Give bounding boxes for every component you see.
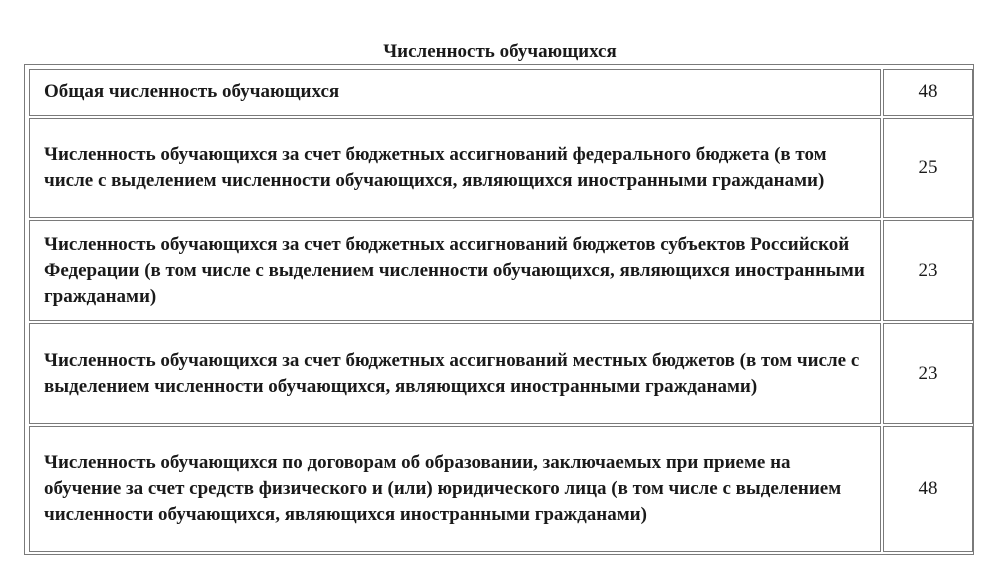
row-value: 23 xyxy=(883,220,973,321)
students-count-table xyxy=(24,64,974,555)
row-label: Численность обучающихся за счет бюджетных ассигнований федерального бюджета (в том числе с выделением численности обучающихся, являющихся иностранными гражданами) xyxy=(29,118,881,219)
row-value: 48 xyxy=(883,426,973,552)
table-row-federal-budget xyxy=(29,118,973,219)
table-row-local-budget xyxy=(29,323,973,424)
row-label: Общая численность обучающихся xyxy=(29,69,881,116)
students-count-grid xyxy=(27,67,975,554)
row-label: Численность обучающихся за счет бюджетных ассигнований местных бюджетов (в том числе с выделением численности обучающихся, являющихся иностранными гражданами) xyxy=(29,323,881,424)
row-label: Численность обучающихся по договорам об образовании, заключаемых при приеме на обучение за счет средств физического и (или) юридического лица (в том числе с выделением численности обучающихся, являющихся иностранными гражданами) xyxy=(29,426,881,552)
row-value: 23 xyxy=(883,323,973,424)
table-caption: Численность обучающихся xyxy=(383,41,617,62)
table-row-total xyxy=(29,69,973,116)
table-row-regional-budget xyxy=(29,220,973,321)
row-value: 48 xyxy=(883,69,973,116)
row-label: Численность обучающихся за счет бюджетных ассигнований бюджетов субъектов Российской Федерации (в том числе с выделением численности обучающихся, являющихся иностранными гражданами) xyxy=(29,220,881,321)
row-value: 25 xyxy=(883,118,973,219)
table-row-contract xyxy=(29,426,973,552)
